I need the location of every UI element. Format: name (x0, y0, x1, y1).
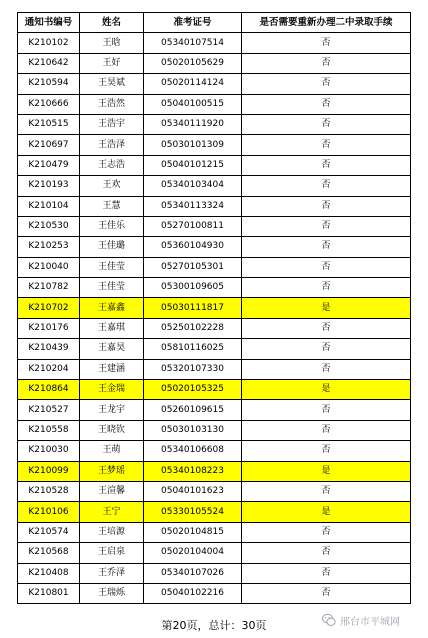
watermark-text: 邢台市平城网 (340, 616, 400, 628)
cell-redo-procedure: 否 (242, 522, 411, 542)
table-row (18, 583, 411, 603)
cell-exam-number: 05260109615 (144, 400, 242, 420)
cell-notice-number: K210102 (18, 33, 80, 53)
wechat-icon (322, 613, 336, 627)
cell-redo-procedure: 否 (242, 359, 411, 379)
table-row (18, 196, 411, 216)
cell-exam-number: 05330105524 (144, 502, 242, 522)
table-row (18, 400, 411, 420)
cell-exam-number: 05020104004 (144, 543, 242, 563)
table-row (18, 502, 411, 522)
cell-exam-number: 05020104815 (144, 522, 242, 542)
header-name: 姓名 (80, 13, 144, 33)
table-header-row (18, 13, 411, 33)
cell-redo-procedure: 否 (242, 237, 411, 257)
cell-exam-number: 05360104930 (144, 237, 242, 257)
cell-exam-number: 05340103404 (144, 176, 242, 196)
cell-notice-number: K210204 (18, 359, 80, 379)
cell-redo-procedure: 否 (242, 53, 411, 73)
cell-exam-number: 05020114124 (144, 74, 242, 94)
cell-name: 王培源 (80, 522, 144, 542)
table-row (18, 380, 411, 400)
cell-name: 王瑞烁 (80, 583, 144, 603)
cell-exam-number: 05340106608 (144, 441, 242, 461)
cell-redo-procedure: 否 (242, 420, 411, 440)
cell-name: 王佳璐 (80, 237, 144, 257)
cell-redo-procedure: 是 (242, 380, 411, 400)
page-footer: 第20页，总计：30页 (161, 619, 267, 632)
cell-exam-number: 05030103130 (144, 420, 242, 440)
cell-exam-number: 05340111920 (144, 114, 242, 134)
cell-name: 王欢 (80, 176, 144, 196)
cell-exam-number: 05300109605 (144, 278, 242, 298)
cell-notice-number: K210106 (18, 502, 80, 522)
cell-exam-number: 05810116025 (144, 339, 242, 359)
cell-name: 王嘉鑫 (80, 298, 144, 318)
cell-notice-number: K210782 (18, 278, 80, 298)
cell-name: 王佳莹 (80, 278, 144, 298)
cell-notice-number: K210193 (18, 176, 80, 196)
cell-notice-number: K210568 (18, 543, 80, 563)
cell-exam-number: 05030111817 (144, 298, 242, 318)
cell-notice-number: K210176 (18, 318, 80, 338)
header-notice-number: 通知书编号 (18, 13, 80, 33)
cell-notice-number: K210253 (18, 237, 80, 257)
table-row (18, 155, 411, 175)
cell-exam-number: 05040101215 (144, 155, 242, 175)
table-row (18, 298, 411, 318)
cell-name: 王昊斌 (80, 74, 144, 94)
cell-exam-number: 05040100515 (144, 94, 242, 114)
cell-notice-number: K210040 (18, 257, 80, 277)
table-row (18, 237, 411, 257)
table-row (18, 135, 411, 155)
cell-name: 王佳乐 (80, 216, 144, 236)
table-row (18, 114, 411, 134)
cell-exam-number: 05040101623 (144, 481, 242, 501)
table-row (18, 481, 411, 501)
cell-notice-number: K210574 (18, 522, 80, 542)
cell-name: 王浩泽 (80, 135, 144, 155)
cell-notice-number: K210479 (18, 155, 80, 175)
table-row (18, 318, 411, 338)
cell-redo-procedure: 是 (242, 502, 411, 522)
cell-notice-number: K210801 (18, 583, 80, 603)
cell-name: 王浩宇 (80, 114, 144, 134)
table-row (18, 176, 411, 196)
cell-exam-number: 05020105629 (144, 53, 242, 73)
table-row (18, 563, 411, 583)
cell-redo-procedure: 否 (242, 441, 411, 461)
table-row (18, 522, 411, 542)
table-row (18, 74, 411, 94)
table-row (18, 339, 411, 359)
cell-name: 王建涵 (80, 359, 144, 379)
table-row (18, 420, 411, 440)
cell-redo-procedure: 否 (242, 94, 411, 114)
cell-redo-procedure: 是 (242, 461, 411, 481)
cell-name: 王晓钦 (80, 420, 144, 440)
cell-redo-procedure: 否 (242, 135, 411, 155)
cell-name: 王宁 (80, 502, 144, 522)
cell-notice-number: K210558 (18, 420, 80, 440)
cell-notice-number: K210697 (18, 135, 80, 155)
cell-name: 王佳莹 (80, 257, 144, 277)
cell-name: 王乔泽 (80, 563, 144, 583)
cell-redo-procedure: 否 (242, 33, 411, 53)
cell-notice-number: K210642 (18, 53, 80, 73)
cell-name: 王好 (80, 53, 144, 73)
cell-notice-number: K210408 (18, 563, 80, 583)
cell-redo-procedure: 否 (242, 216, 411, 236)
cell-redo-procedure: 否 (242, 318, 411, 338)
cell-exam-number: 05250102228 (144, 318, 242, 338)
table-row (18, 278, 411, 298)
table-row (18, 53, 411, 73)
cell-notice-number: K210527 (18, 400, 80, 420)
cell-notice-number: K210515 (18, 114, 80, 134)
table-row (18, 441, 411, 461)
cell-notice-number: K210030 (18, 441, 80, 461)
cell-exam-number: 05320107330 (144, 359, 242, 379)
cell-notice-number: K210530 (18, 216, 80, 236)
cell-notice-number: K210439 (18, 339, 80, 359)
cell-exam-number: 05340107514 (144, 33, 242, 53)
table-row (18, 33, 411, 53)
cell-name: 王志浩 (80, 155, 144, 175)
header-exam-number: 准考证号 (144, 13, 242, 33)
cell-redo-procedure: 否 (242, 563, 411, 583)
cell-redo-procedure: 是 (242, 298, 411, 318)
cell-notice-number: K210099 (18, 461, 80, 481)
cell-notice-number: K210594 (18, 74, 80, 94)
cell-redo-procedure: 否 (242, 155, 411, 175)
cell-name: 王龙宇 (80, 400, 144, 420)
cell-notice-number: K210702 (18, 298, 80, 318)
cell-name: 王嘉琪 (80, 318, 144, 338)
admission-table (17, 12, 411, 604)
cell-redo-procedure: 否 (242, 278, 411, 298)
cell-name: 王金瑞 (80, 380, 144, 400)
cell-redo-procedure: 否 (242, 74, 411, 94)
cell-name: 王渲馨 (80, 481, 144, 501)
cell-redo-procedure: 否 (242, 196, 411, 216)
cell-exam-number: 05270100811 (144, 216, 242, 236)
cell-notice-number: K210666 (18, 94, 80, 114)
table-row (18, 216, 411, 236)
cell-exam-number: 05340113324 (144, 196, 242, 216)
cell-redo-procedure: 否 (242, 481, 411, 501)
cell-name: 王慧 (80, 196, 144, 216)
cell-exam-number: 05270105301 (144, 257, 242, 277)
cell-exam-number: 05040102216 (144, 583, 242, 603)
cell-redo-procedure: 否 (242, 400, 411, 420)
cell-name: 王晗 (80, 33, 144, 53)
cell-notice-number: K210104 (18, 196, 80, 216)
cell-exam-number: 05340108223 (144, 461, 242, 481)
cell-name: 王启泉 (80, 543, 144, 563)
cell-name: 王浩然 (80, 94, 144, 114)
cell-redo-procedure: 否 (242, 114, 411, 134)
cell-exam-number: 05020105325 (144, 380, 242, 400)
header-redo-procedure: 是否需要重新办理二中录取手续 (242, 13, 411, 33)
table-row (18, 94, 411, 114)
table-row (18, 359, 411, 379)
cell-redo-procedure: 否 (242, 583, 411, 603)
cell-notice-number: K210864 (18, 380, 80, 400)
cell-exam-number: 05340107026 (144, 563, 242, 583)
cell-name: 王嘉昊 (80, 339, 144, 359)
cell-redo-procedure: 否 (242, 543, 411, 563)
cell-redo-procedure: 否 (242, 176, 411, 196)
cell-redo-procedure: 否 (242, 257, 411, 277)
watermark (322, 610, 418, 630)
cell-notice-number: K210528 (18, 481, 80, 501)
cell-name: 王萌 (80, 441, 144, 461)
cell-name: 王梦瑶 (80, 461, 144, 481)
table-row (18, 257, 411, 277)
table-row (18, 543, 411, 563)
cell-redo-procedure: 否 (242, 339, 411, 359)
cell-exam-number: 05030101309 (144, 135, 242, 155)
table-row (18, 461, 411, 481)
